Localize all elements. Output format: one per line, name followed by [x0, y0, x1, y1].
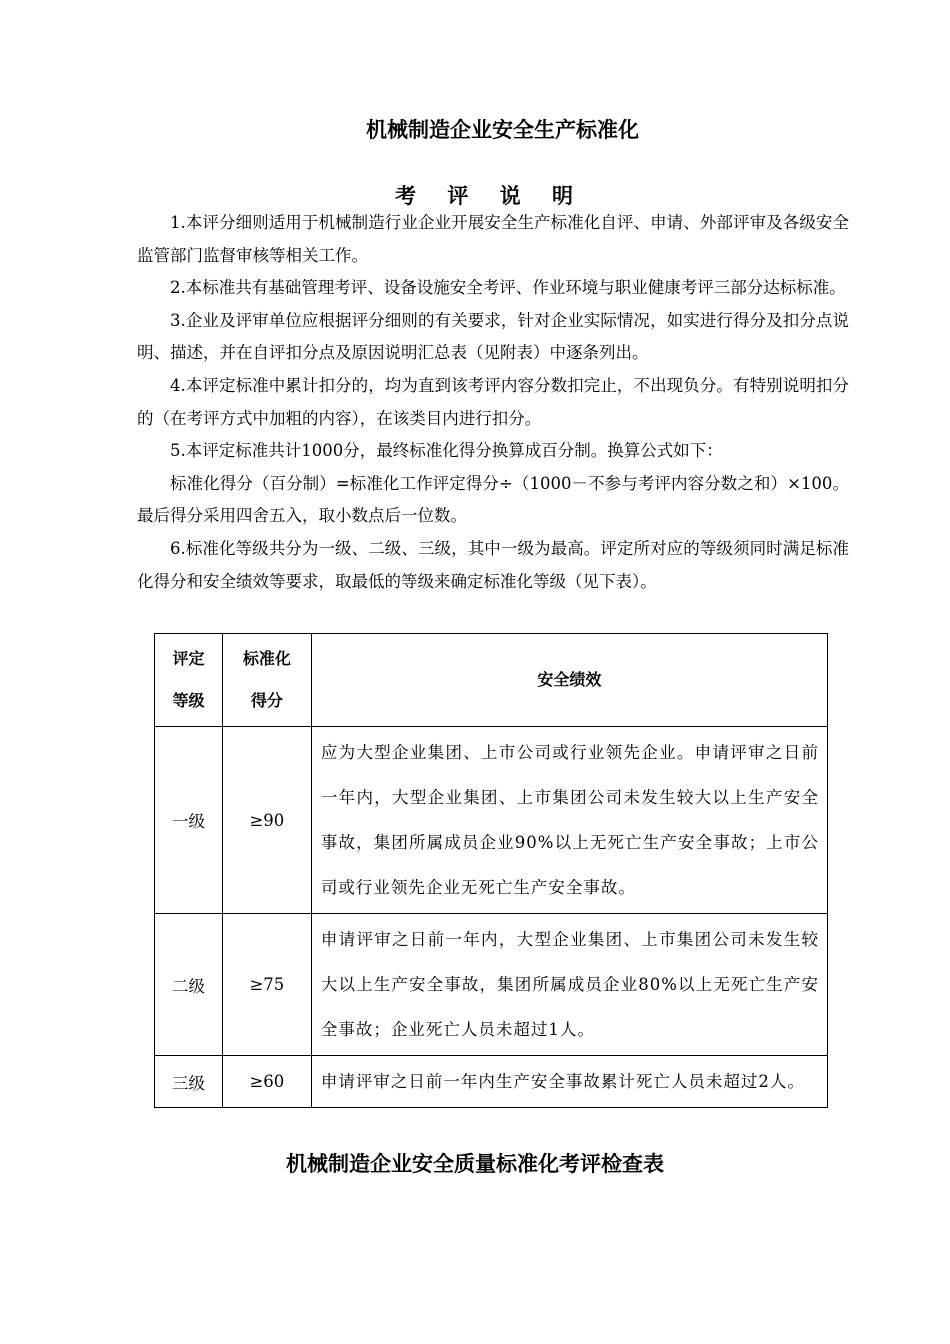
performance-cell: 应为大型企业集团、上市公司或行业领先企业。申请评审之日前一年内，大型企业集团、上市集团公司未发生较大以上生产安全事故，集团所属成员企业90%以上无死亡生产安全事故；上市公司或行业领先企业无死亡生产安全事故。: [311, 727, 827, 914]
section-title: 考 评 说 明: [395, 184, 585, 208]
grade-table: [154, 633, 828, 1108]
document-title: 机械制造企业安全生产标准化: [366, 118, 639, 142]
checklist-title: 机械制造企业安全质量标准化考评检查表: [286, 1152, 664, 1176]
header-score: 标准化得分: [222, 634, 311, 727]
score-cell: ≥75: [222, 914, 311, 1056]
table-row: [155, 1056, 828, 1108]
table-row: [155, 914, 828, 1056]
performance-cell: 申请评审之日前一年内生产安全事故累计死亡人员未超过2人。: [311, 1056, 827, 1108]
paragraph-5: 5.本评定标准共计1000分，最终标准化得分换算成百分制。换算公式如下：: [170, 441, 723, 461]
table-header-row: [155, 634, 828, 727]
score-cell: ≥90: [222, 727, 311, 914]
paragraph-2: 2.本标准共有基础管理考评、设备设施安全考评、作业环境与职业健康考评三部分达标标准。: [170, 278, 846, 298]
paragraph-6: 6.标准化等级共分为一级、二级、三级，其中一级为最高。评定所对应的等级须同时满足标准化得分和安全绩效等要求，取最低的等级来确定标准化等级（见下表）。: [137, 538, 849, 591]
paragraph-3: 3.企业及评审单位应根据评分细则的有关要求，针对企业实际情况，如实进行得分及扣分点说明、描述，并在自评扣分点及原因说明汇总表（见附表）中逐条列出。: [137, 310, 849, 363]
grade-cell: 一级: [155, 727, 223, 914]
grade-cell: 三级: [155, 1056, 223, 1108]
performance-cell: 申请评审之日前一年内，大型企业集团、上市集团公司未发生较大以上生产安全事故，集团所属成员企业80%以上无死亡生产安全事故；企业死亡人员未超过1人。: [311, 914, 827, 1056]
paragraph-4: 4.本评定标准中累计扣分的，均为直到该考评内容分数扣完止，不出现负分。有特别说明扣分的（在考评方式中加粗的内容），在该类目内进行扣分。: [137, 375, 849, 428]
header-performance: 安全绩效: [311, 634, 827, 727]
score-cell: ≥60: [222, 1056, 311, 1108]
grade-cell: 二级: [155, 914, 223, 1056]
instructions-body: [137, 207, 849, 598]
header-grade: 评定等级: [155, 634, 223, 727]
table-row: [155, 727, 828, 914]
paragraph-formula: 标准化得分（百分制）=标准化工作评定得分÷（1000－不参与考评内容分数之和）×100。最后得分采用四舍五入，取小数点后一位数。: [137, 473, 849, 526]
paragraph-1: 1.本评分细则适用于机械制造行业企业开展安全生产标准化自评、申请、外部评审及各级安全监管部门监督审核等相关工作。: [137, 213, 849, 265]
